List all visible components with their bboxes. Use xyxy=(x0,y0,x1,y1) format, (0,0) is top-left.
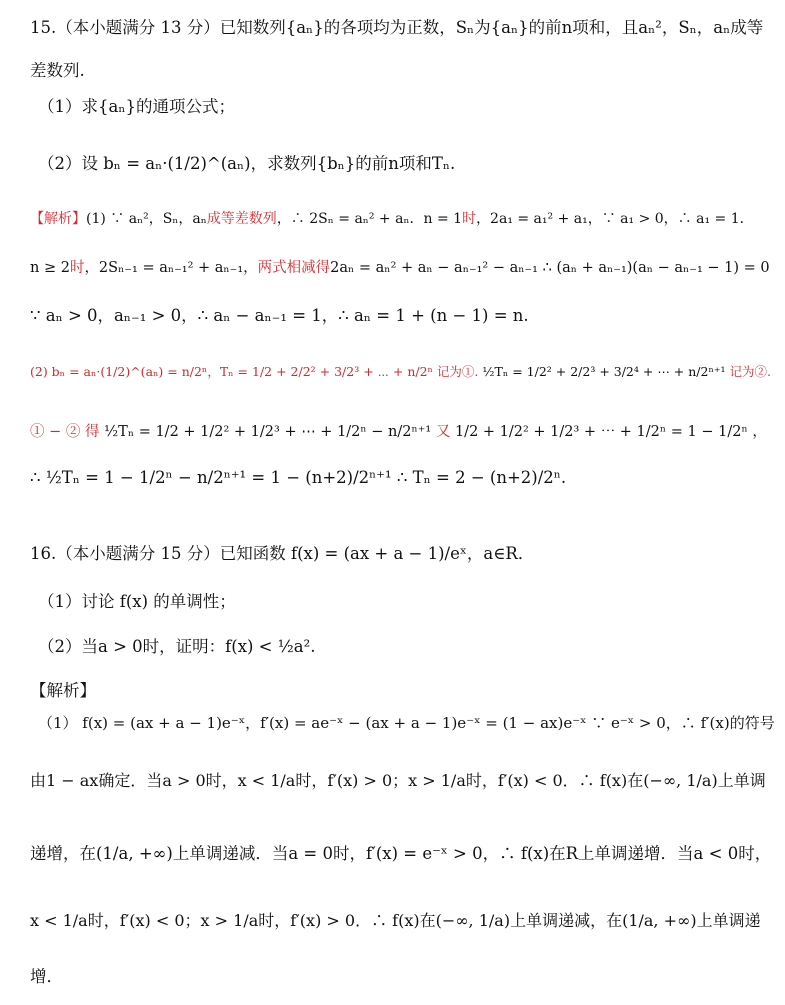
solution-tag: 【解析】 xyxy=(30,211,86,227)
q15-solution-line2: n ≥ 2时，2Sₙ₋₁ = aₙ₋₁² + aₙ₋₁，两式相减得2aₙ = aₙ² + aₙ − aₙ₋₁² − aₙ₋₁ ∴ (aₙ + aₙ₋₁)(aₙ − aₙ₋₁ − 1) = 0 xyxy=(30,260,770,276)
q15-part2: （2）设 bₙ = aₙ·(1/2)^(aₙ)，求数列{bₙ}的前n项和Tₙ. xyxy=(38,154,456,173)
q15-solution-line6: ∴ ½Tₙ = 1 − 1/2ⁿ − n/2ⁿ⁺¹ = 1 − (n+2)/2ⁿ⁺¹ ∴ Tₙ = 2 − (n+2)/2ⁿ. xyxy=(30,468,567,487)
q16-solution-line2: 由1 − ax确定．当a > 0时，x < 1/a时，f′(x) > 0；x > 1/a时，f′(x) < 0．∴ f(x)在(−∞, 1/a)上单调 xyxy=(30,771,766,790)
q15-solution-line3: ∵ aₙ > 0，aₙ₋₁ > 0，∴ aₙ − aₙ₋₁ = 1，∴ aₙ = 1 + (n − 1) = n. xyxy=(30,306,529,325)
q16-solution-line1: （1） f(x) = (ax + a − 1)e⁻ˣ，f′(x) = ae⁻ˣ − (ax + a − 1)e⁻ˣ = (1 − ax)e⁻ˣ ∵ e⁻ˣ > 0，∴ f′(x)的符号 xyxy=(38,714,775,732)
q15-solution-line5: ① − ② 得 ½Tₙ = 1/2 + 1/2² + 1/2³ + ⋯ + 1/2ⁿ − n/2ⁿ⁺¹ 又 1/2 + 1/2² + 1/2³ + ⋯ + 1/2ⁿ = 1 − 1/2ⁿ ， xyxy=(30,424,767,440)
q16-stem: 16.（本小题满分 15 分）已知函数 f(x) = (ax + a − 1)/eˣ，a∈R． xyxy=(30,544,535,563)
q16-part1: （1）讨论 f(x) 的单调性； xyxy=(38,592,236,611)
q16-part2: （2）当a > 0时，证明：f(x) < ½a². xyxy=(38,637,316,656)
q16-solution-line5: 增． xyxy=(30,967,63,986)
q15-solution-line1: 【解析】(1) ∵ aₙ²，Sₙ，aₙ成等差数列，∴ 2Sₙ = aₙ² + aₙ．n = 1时，2a₁ = a₁² + a₁，∵ a₁ > 0，∴ a₁ = 1． xyxy=(30,211,754,227)
q15-part1: （1）求{aₙ}的通项公式； xyxy=(38,97,235,116)
q16-solution-line4: x < 1/a时，f′(x) < 0；x > 1/a时，f′(x) > 0．∴ f(x)在(−∞, 1/a)上单调递减，在(1/a, +∞)上单调递 xyxy=(30,911,761,930)
q15-stem: 15.（本小题满分 13 分）已知数列{aₙ}的各项均为正数，Sₙ为{aₙ}的前n项和，且aₙ²，Sₙ，aₙ成等 xyxy=(30,18,764,37)
q16-solution-tag: 【解析】 xyxy=(30,681,96,700)
q15-stem-cont: 差数列. xyxy=(30,61,85,80)
q16-solution-line3: 递增，在(1/a, +∞)上单调递减．当a = 0时，f′(x) = e⁻ˣ > 0，∴ f(x)在R上单调递增．当a < 0时， xyxy=(30,844,772,863)
q15-solution-line4: (2) bₙ = aₙ·(1/2)^(aₙ) = n/2ⁿ，Tₙ = 1/2 + 2/2² + 3/2³ + ⋯ + n/2ⁿ 记为①. ½Tₙ = 1/2² + 2/2³ + 3/2⁴ + ⋯ + n/2ⁿ⁺¹ 记为②. xyxy=(30,364,771,379)
